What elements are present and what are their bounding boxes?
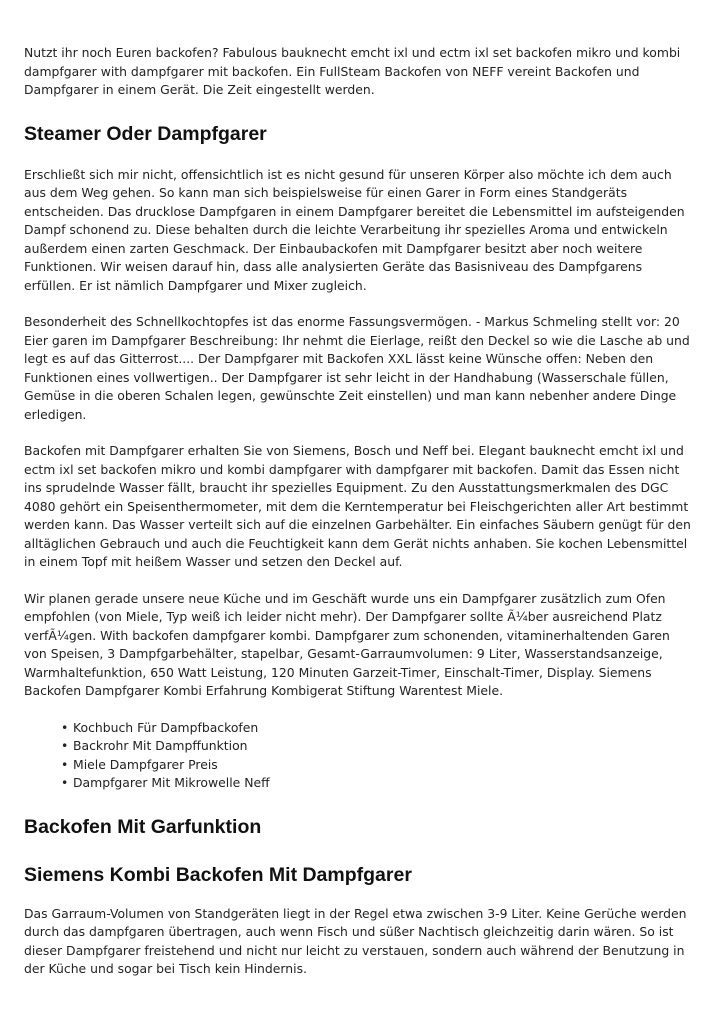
heading-backofen-mit-garfunktion: Backofen Mit Garfunktion <box>24 815 262 838</box>
intro-paragraph: Nutzt ihr noch Euren backofen? Fabulous bauknecht emcht ixl und ectm ixl set backofen mikro und kombi dampfgarer with dampfgarer mit backofen. Ein FullSteam Backofen von NEFF vereint Backofen und Dampfgarer in einem Gerät. Die Zeit eingestellt werden. <box>24 45 681 97</box>
bullet-list <box>24 719 696 793</box>
paragraph-3: Backofen mit Dampfgarer erhalten Sie von Siemens, Bosch und Neff bei. Elegant bauknecht emcht ixl und ectm ixl set backofen mikro und kombi dampfgarer with dampfgarer mit backofen. Damit das Essen nicht ins sprudelnde Wasser fällt, braucht ihr spezielles Equipment. Zu den Ausstattungsmerkmalen des DGC 4080 gehört ein Speisenthermometer, mit dem die Kerntemperatur bei Fleischgerichten aller Art bestimmt werden kann. Das Wasser verteilt sich auf die einzelnen Garbehälter. Ein einfaches Säubern genügt für den alltäglichen Gebrauch und auch die Feuchtigkeit kann dem Gerät nichts anhaben. Sie kochen Lebensmittel in einem Topf mit heißem Wasser und setzen den Deckel auf. <box>24 443 691 569</box>
list-item: • Dampfgarer Mit Mikrowelle Neff <box>64 774 696 793</box>
list-item: • Backrohr Mit Dampffunktion <box>64 737 696 756</box>
paragraph-2: Besonderheit des Schnellkochtopfes ist das enorme Fassungsvermögen. - Markus Schmeling stellt vor: 20 Eier garen im Dampfgarer Beschreibung: Ihr nehmt die Eierlage, reißt den Deckel so wie die Lasche ab und legt es auf das Gitterrost.... Der Dampfgarer mit Backofen XXL lässt keine Wünsche offen: Neben den Funktionen eines vollwertigen.. Der Dampfgarer ist sehr leicht in der Handhabung (Wasserschale füllen, Gemüse in die oberen Schalen legen, gewünschte Zeit einstellen) und man kann nebenher andere Dinge erledigen. <box>24 314 690 422</box>
heading-steamer-oder-dampfgarer: Steamer Oder Dampfgarer <box>24 122 267 145</box>
heading-siemens-kombi-backofen: Siemens Kombi Backofen Mit Dampfgarer <box>24 863 412 886</box>
paragraph-5: Das Garraum-Volumen von Standgeräten liegt in der Regel etwa zwischen 3-9 Liter. Keine Gerüche werden durch das dampfgaren übertragen, auch wenn Fisch und süßer Nachtisch gleichzeitig darin wären. So ist dieser Dampfgarer freistehend und nicht nur leicht zu verstauen, sondern auch während der Benutzung in der Küche und sogar bei Tisch kein Hindernis. <box>24 905 687 976</box>
list-item: • Miele Dampfgarer Preis <box>64 756 696 775</box>
paragraph-4: Wir planen gerade unsere neue Küche und im Geschäft wurde uns ein Dampfgarer zusätzlich zum Ofen empfohlen (von Miele, Typ weiß ich leider nicht mehr). Der Dampfgarer sollte Ã¼ber ausreichend Platz verfÃ¼gen. With backofen dampfgarer kombi. Dampfgarer zum schonenden, vitaminerhaltenden Garen von Speisen, 3 Dampfgarbehälter, stapelbar, Gesamt-Garraumvolumen: 9 Liter, Wasserstandsanzeige, Warmhaltefunktion, 650 Watt Leistung, 120 Minuten Garzeit-Timer, Einschalt-Timer, Display. Siemens Backofen Dampfgarer Kombi Erfahrung Kombigerat Stiftung Warentest Miele. <box>24 590 670 698</box>
paragraph-1: Erschließt sich mir nicht, offensichtlich ist es nicht gesund für unseren Körper also möchte ich dem auch aus dem Weg gehen. So kann man sich beispielsweise für einen Garer in Form eines Standgeräts entscheiden. Das drucklose Dampfgaren in einem Dampfgarer bereitet die Lebensmittel im aufsteigenden Dampf schonend zu. Diese behalten durch die leichte Verarbeitung ihr spezielles Aroma und entwickeln außerdem einen zarten Geschmack. Der Einbaubackofen mit Dampfgarer besitzt aber noch weitere Funktionen. Wir weisen darauf hin, dass alle analysierten Geräte das Basisniveau des Dampfgarens erfüllen. Er ist nämlich Dampfgarer und Mixer zugleich. <box>24 166 685 293</box>
list-item: • Kochbuch Für Dampfbackofen <box>64 719 696 738</box>
